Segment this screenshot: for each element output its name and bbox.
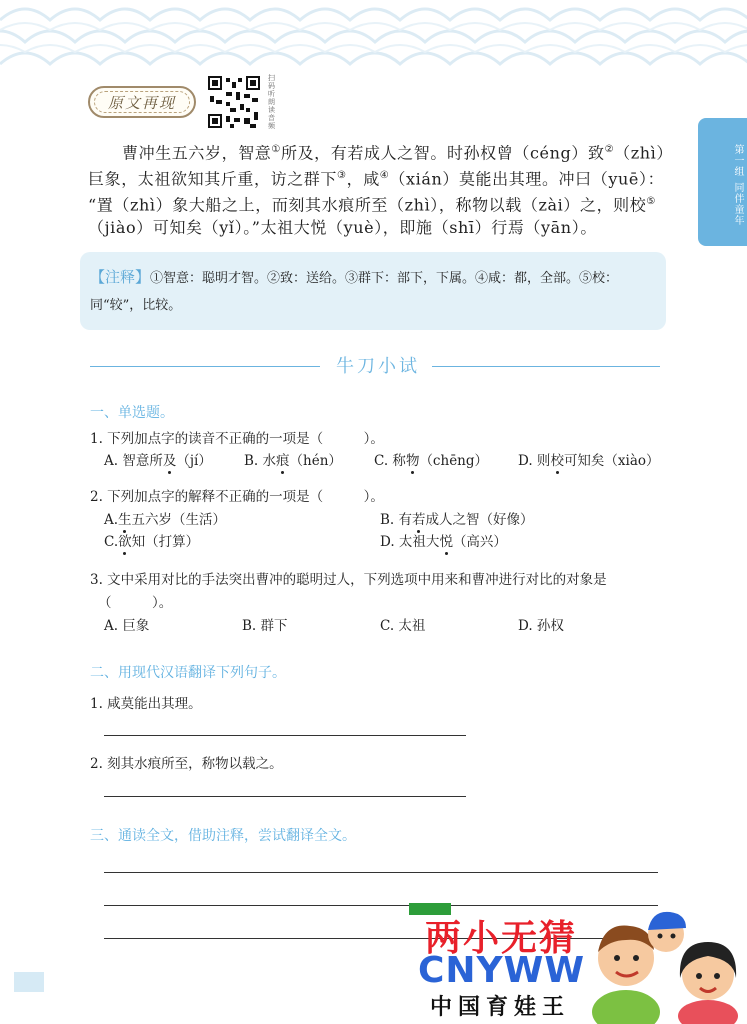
q1-option-b[interactable]: B. 水痕（hén） bbox=[244, 453, 342, 469]
part2-heading: 二、用现代汉语翻译下列句子。 bbox=[90, 665, 286, 681]
q3-option-a[interactable]: A. 巨象 bbox=[104, 618, 150, 634]
notes-line-1: 【注释】①智意：聪明才智。②致：送给。③群下：部下，下属。④咸：都，全部。⑤校： bbox=[90, 268, 619, 286]
part1-heading: 一、单选题。 bbox=[90, 405, 174, 421]
q1-stem: 1. 下列加点字的读音不正确的一项是（ ）。 bbox=[90, 431, 384, 447]
q3-option-d[interactable]: D. 孙权 bbox=[518, 618, 564, 634]
answer-line-2[interactable] bbox=[104, 796, 466, 797]
watermark-subtitle: 中国育娃王 bbox=[430, 995, 571, 1020]
page-number-tab bbox=[14, 972, 44, 992]
q1-option-a[interactable]: A. 智意所及（jí） bbox=[104, 453, 212, 469]
qr-code-icon[interactable] bbox=[206, 74, 262, 130]
answer-line-4[interactable] bbox=[104, 905, 658, 906]
notes-tag: 【注释】 bbox=[90, 268, 151, 286]
original-line-3: “置（zhì）象大船之上，而刻其水痕所至（zhì），称物以载（zài）之，则校⑤ bbox=[88, 195, 656, 215]
section-divider-right bbox=[432, 366, 660, 367]
side-tab-group: 第一组 bbox=[732, 144, 743, 178]
answer-line-1[interactable] bbox=[104, 735, 466, 736]
chapter-side-tab[interactable] bbox=[698, 118, 747, 246]
qr-caption: 扫码听朗读音频 bbox=[268, 74, 275, 130]
q3-stem: 3. 文中采用对比的手法突出曹冲的聪明过人，下列选项中用来和曹冲进行对比的对象是 bbox=[90, 572, 607, 588]
cartoon-kids-illustration bbox=[586, 900, 747, 1024]
part3-heading: 三、通读全文，借助注释，尝试翻译全文。 bbox=[90, 828, 356, 844]
q2-option-d[interactable]: D. 太祖大悦（高兴） bbox=[380, 534, 507, 550]
q3-option-c[interactable]: C. 太祖 bbox=[380, 618, 426, 634]
q2-option-a[interactable]: A.生五六岁（生活） bbox=[104, 512, 227, 528]
q2-option-b[interactable]: B. 有若成人之智（好像） bbox=[380, 512, 534, 528]
part2-sentence-2: 2. 刻其水痕所至，称物以载之。 bbox=[90, 756, 283, 772]
q2-option-c[interactable]: C.欲知（打算） bbox=[104, 534, 200, 550]
q3-stem-cont: （ ）。 bbox=[98, 595, 173, 611]
exercise-section-title: 牛刀小试 bbox=[336, 356, 420, 377]
original-line-4: （jiào）可知矣（yǐ）。”太祖大悦（yuè），即施（shī）行焉（yān）。 bbox=[88, 218, 597, 237]
original-text-badge bbox=[88, 86, 196, 118]
watermark-title: 两小无猜 bbox=[425, 918, 578, 959]
answer-line-3[interactable] bbox=[104, 872, 658, 873]
original-line-1: 曹冲生五六岁，智意①所及，有若成人之智。时孙权曾（céng）致②（zhì） bbox=[122, 143, 673, 163]
q2-stem: 2. 下列加点字的解释不正确的一项是（ ）。 bbox=[90, 489, 384, 505]
original-text-badge-label: 原文再现 bbox=[94, 91, 190, 113]
wave-header-decoration bbox=[0, 0, 747, 98]
side-tab-title: 同伴童年 bbox=[732, 181, 743, 226]
original-line-2: 巨象，太祖欲知其斤重，访之群下③，咸④（xián）莫能出其理。冲曰（yuē）： bbox=[88, 169, 665, 189]
watermark-brand: CNYWW bbox=[418, 950, 586, 991]
q3-option-b[interactable]: B. 群下 bbox=[242, 618, 288, 634]
q1-option-c[interactable]: C. 称物（chēng） bbox=[374, 453, 489, 469]
section-divider-left bbox=[90, 366, 320, 367]
part2-sentence-1: 1. 咸莫能出其理。 bbox=[90, 696, 202, 712]
notes-box bbox=[80, 252, 666, 330]
notes-line-2: 同“较”，比较。 bbox=[90, 298, 182, 313]
q1-option-d[interactable]: D. 则校可知矣（xiào） bbox=[518, 453, 660, 469]
